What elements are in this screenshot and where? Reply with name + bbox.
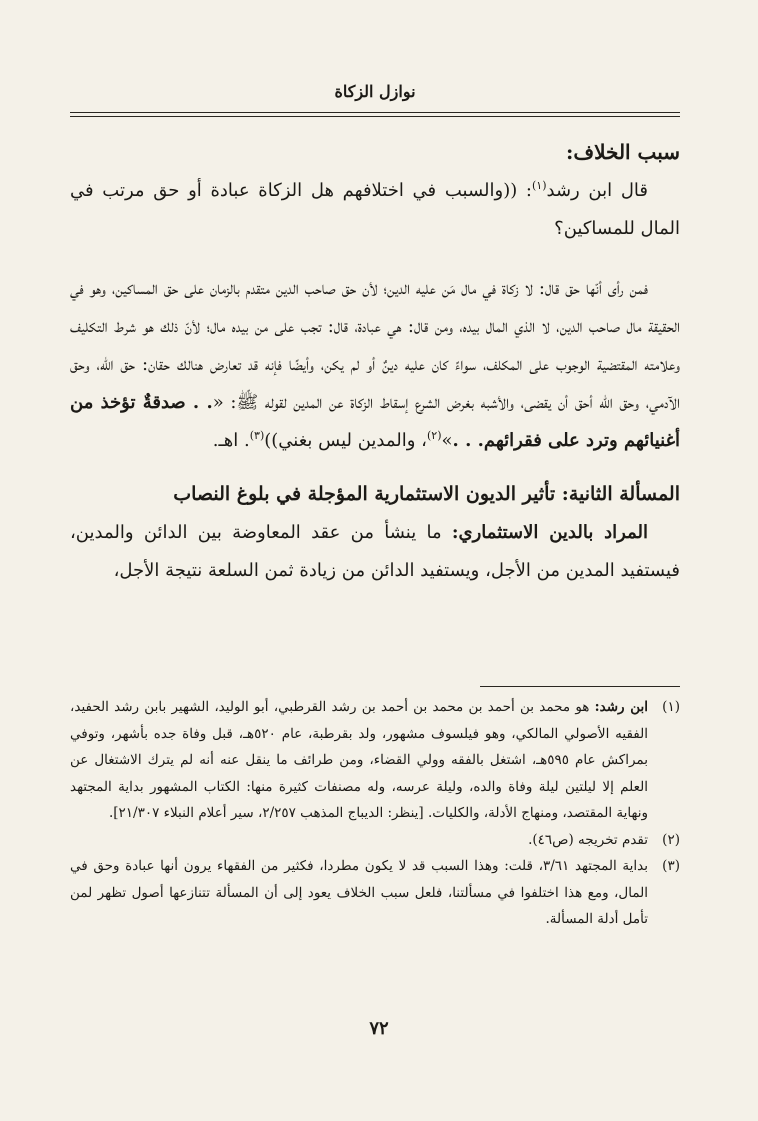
footnote-number: (٣) [662,858,680,874]
footnote-text: تقدم تخريجه (ص٤٦). [528,831,648,848]
footnote-ref-1[interactable]: (١) [532,179,547,192]
running-header: نوازل الزكاة [334,82,416,101]
main-text [70,132,680,590]
hadith-text: . . صدقةٌ تؤخذ من أغنيائهم وترد على فقرائهم. . . [70,392,680,451]
footnote-term: ابن رشد: [594,699,648,715]
paragraph-ibn-rushd-quote: قال ابن رشد$^{(١)}$: ((والسبب في اختلافهم هل الزكاة عبادة أو حق مرتب في المال للمساكين؟ [70,179,680,239]
footnotes [70,694,680,933]
footnote-text: هو محمد بن أحمد بن محمد بن أحمد بن رشد القرطبي، أبو الوليد، الشهير بابن رشد الحفيد، الفقيه الأصولي المالكي، وهو فيلسوف مشهور، ولد بقرطبة، عام ٥٢٠هـ، قبل وفاة جده بأشهر، وتوفي بمراكش عام ٥٩٥هـ، اشتغل بالفقه وولي القضاء، ومن طرائف ما ينقل عنه أنه لم يترك الاشتغال عن العلم إلا ليلتين ليلة وفاة والده، وليلة عرسه، وله مصنفات كثيرة منها: الكتاب المشهور بداية المجتهد ونهاية المقتصد، ومنهاج الأدلة، والكليات. [ينظر: الديباج المذهب ٢/٢٥٧، سير أعلام النبلاء ٢١/٣٠٧]. [70,699,648,821]
footnote-rule [480,686,680,687]
paragraph-definition: المراد بالدين الاستثماري: ما ينشأ من عقد المعاوضة بين الدائن والمدين، فيستفيد المدين من الأجل، ويستفيد الدائن من زيادة ثمن السلعة نتيجة الأجل، [70,522,680,581]
footnote-ref-2[interactable]: (٢) [427,429,442,442]
footnote-number: (٢) [662,831,680,848]
footnote-number: (١) [662,699,680,715]
section-heading-second-issue: المسألة الثانية: تأثير الديون الاستثمارية المؤجلة في بلوغ النصاب [173,483,680,505]
footnote-ref-3[interactable]: (٣) [249,429,265,442]
footnote-1 [70,694,680,827]
header-rule [70,112,680,117]
page-number: ٧٢ [369,1018,389,1039]
footnote-text: بداية المجتهد ٣/٦١، قلت: وهذا السبب قد لا يكون مطردا، فكثير من الفقهاء يرون أنها عبادة وحق في المال، ومع هذا اختلفوا في مسألتنا، فلعل سبب الخلاف يعود إلى أن المسألة تتنازعها أصول تظهر لمن تأمل أدلة المسألة. [70,858,648,927]
section-heading-cause: سبب الخلاف: [565,140,680,164]
footnote-3 [70,853,680,933]
paragraph-explanation: فمن رأى أنّها حق قال: لا زكاة في مال مَن عليه الدين؛ لأن حق صاحب الدين متقدم بالزمان على حق المساكين، وهو في الحقيقة مال صاحب الدين، لا الذي المال بيده، ومن قال: هي عبادة، قال: تجب على من بيده مال؛ لأنّ ذلك هو شرط التكليف وعلامته المقتضية الوجوب على المكلف، سواءً كان عليه دينٌ أو لم يكن، وأيضًا فإنه قد تعارض هنالك حقان: حق الله، وحق الآدمي، وحق الله أحق أن يقضى، والأشبه بغرض الشرع إسقاط الزكاة عن المدين لقوله ﷺ: «. . صدقةٌ تؤخذ من أغنيائهم وترد على فقرائهم. . .»$^{(٢)}$، والمدين ليس بغني))$^{(٣)}$. اهـ. [70,278,680,451]
definition-term: المراد بالدين الاستثماري: [451,522,648,543]
footnote-2 [70,827,680,854]
